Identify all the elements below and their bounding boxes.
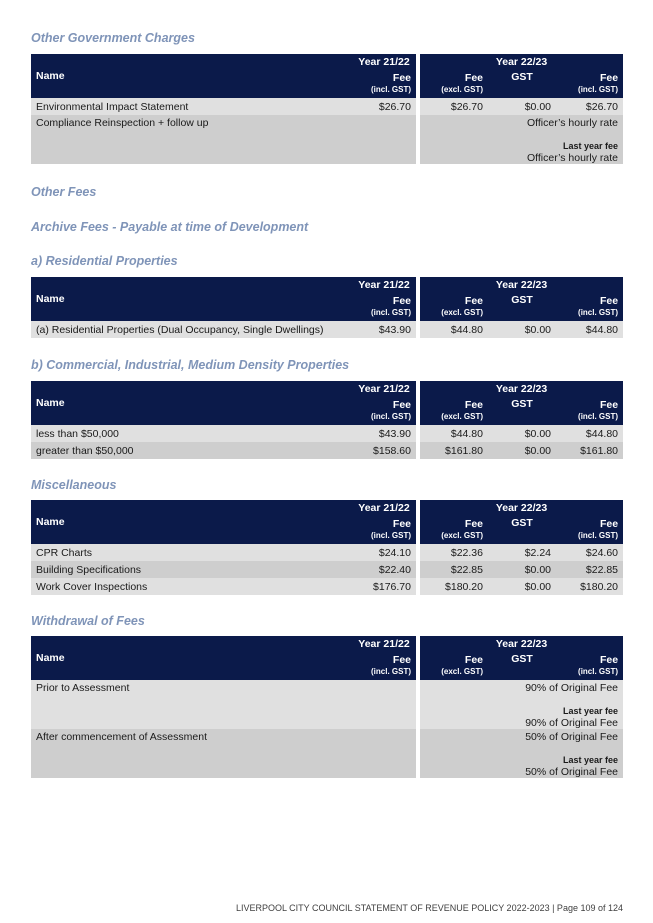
table-row <box>31 544 623 561</box>
column-header-name: Name <box>31 500 352 544</box>
row-fee-incl: $24.60 <box>556 544 623 561</box>
row-name: After commencement of Assessment <box>31 729 352 778</box>
row-fee-incl: $22.85 <box>556 561 623 578</box>
table-row <box>31 442 623 459</box>
row-gst: $0.00 <box>488 321 556 338</box>
section-heading-miscellaneous: Miscellaneous <box>31 478 117 492</box>
column-header-fee-incl-prev: Fee (incl. GST) <box>352 396 420 425</box>
column-header-name: Name <box>31 54 352 98</box>
row-fee-excl: $26.70 <box>420 98 488 115</box>
column-header-fee-excl: Fee (excl. GST) <box>420 396 488 425</box>
section-heading-archive-fees: Archive Fees - Payable at time of Development <box>31 220 309 234</box>
row-fee-incl: $44.80 <box>556 425 623 442</box>
column-header-name: Name <box>31 277 352 321</box>
row-fee-prev: $43.90 <box>352 321 420 338</box>
column-header-year-curr: Year 22/23 <box>420 54 623 69</box>
row-fee-prev: $43.90 <box>352 425 420 442</box>
column-header-year-prev: Year 21/22 <box>352 277 420 292</box>
row-name: Environmental Impact Statement <box>31 98 352 115</box>
column-header-fee-incl-prev: Fee (incl. GST) <box>352 292 420 321</box>
column-header-fee-incl-prev: Fee (incl. GST) <box>352 651 420 680</box>
row-gst: $2.24 <box>488 544 556 561</box>
column-header-name: Name <box>31 381 352 425</box>
row-name: CPR Charts <box>31 544 352 561</box>
row-fee-incl: $161.80 <box>556 442 623 459</box>
row-fee-prev-empty <box>352 115 420 164</box>
row-name: less than $50,000 <box>31 425 352 442</box>
table-row <box>31 561 623 578</box>
column-header-year-prev: Year 21/22 <box>352 500 420 515</box>
row-gst: $0.00 <box>488 578 556 595</box>
column-header-year-curr: Year 22/23 <box>420 381 623 396</box>
row-fee-note: 50% of Original Fee Last year fee 50% of Original Fee <box>420 729 623 778</box>
row-fee-prev: $158.60 <box>352 442 420 459</box>
column-header-year-curr: Year 22/23 <box>420 500 623 515</box>
residential-table <box>31 277 623 338</box>
table-row <box>31 98 623 115</box>
row-gst: $0.00 <box>488 442 556 459</box>
row-name: (a) Residential Properties (Dual Occupancy, Single Dwellings) <box>31 321 352 338</box>
row-fee-excl: $180.20 <box>420 578 488 595</box>
column-header-name: Name <box>31 636 352 680</box>
column-header-fee-excl: Fee (excl. GST) <box>420 69 488 98</box>
column-header-fee-incl-prev: Fee (incl. GST) <box>352 69 420 98</box>
row-fee-excl: $44.80 <box>420 425 488 442</box>
table-row <box>31 425 623 442</box>
column-header-gst: GST <box>488 515 556 544</box>
row-fee-note: Officer’s hourly rate Last year fee Officer’s hourly rate <box>420 115 623 164</box>
column-header-year-prev: Year 21/22 <box>352 381 420 396</box>
row-fee-excl: $161.80 <box>420 442 488 459</box>
column-header-gst: GST <box>488 396 556 425</box>
table-row <box>31 578 623 595</box>
row-fee-note: 90% of Original Fee Last year fee 90% of Original Fee <box>420 680 623 729</box>
section-heading-other-government-charges: Other Government Charges <box>31 31 195 45</box>
row-fee-prev: $26.70 <box>352 98 420 115</box>
column-header-fee-incl: Fee (incl. GST) <box>556 69 623 98</box>
row-gst: $0.00 <box>488 561 556 578</box>
page-footer: LIVERPOOL CITY COUNCIL STATEMENT OF REVENUE POLICY 2022-2023 | Page 109 of 124 <box>236 903 623 913</box>
table-row <box>31 115 623 164</box>
column-header-year-curr: Year 22/23 <box>420 277 623 292</box>
row-fee-excl: $22.85 <box>420 561 488 578</box>
column-header-fee-incl: Fee (incl. GST) <box>556 515 623 544</box>
column-header-gst: GST <box>488 69 556 98</box>
table-row <box>31 680 623 729</box>
column-header-year-prev: Year 21/22 <box>352 54 420 69</box>
row-gst: $0.00 <box>488 425 556 442</box>
row-fee-prev: $24.10 <box>352 544 420 561</box>
column-header-fee-excl: Fee (excl. GST) <box>420 651 488 680</box>
withdrawal-table <box>31 636 623 778</box>
column-header-year-prev: Year 21/22 <box>352 636 420 651</box>
column-header-year-curr: Year 22/23 <box>420 636 623 651</box>
row-fee-prev: $176.70 <box>352 578 420 595</box>
column-header-fee-incl-prev: Fee (incl. GST) <box>352 515 420 544</box>
table-row <box>31 729 623 778</box>
row-name: Work Cover Inspections <box>31 578 352 595</box>
section-heading-commercial: b) Commercial, Industrial, Medium Density Properties <box>31 358 350 372</box>
row-fee-prev: $22.40 <box>352 561 420 578</box>
section-heading-other-fees: Other Fees <box>31 185 97 199</box>
row-gst: $0.00 <box>488 98 556 115</box>
other-government-charges-table <box>31 54 623 164</box>
column-header-fee-excl: Fee (excl. GST) <box>420 292 488 321</box>
column-header-gst: GST <box>488 651 556 680</box>
row-name: Prior to Assessment <box>31 680 352 729</box>
column-header-fee-incl: Fee (incl. GST) <box>556 396 623 425</box>
section-heading-residential: a) Residential Properties <box>31 254 178 268</box>
row-fee-prev-empty <box>352 729 420 778</box>
row-fee-incl: $180.20 <box>556 578 623 595</box>
row-fee-incl: $26.70 <box>556 98 623 115</box>
miscellaneous-table <box>31 500 623 595</box>
commercial-table <box>31 381 623 459</box>
row-name: Building Specifications <box>31 561 352 578</box>
row-fee-excl: $44.80 <box>420 321 488 338</box>
column-header-fee-excl: Fee (excl. GST) <box>420 515 488 544</box>
table-row <box>31 321 623 338</box>
row-name: Compliance Reinspection + follow up <box>31 115 352 164</box>
row-name: greater than $50,000 <box>31 442 352 459</box>
row-fee-prev-empty <box>352 680 420 729</box>
column-header-fee-incl: Fee (incl. GST) <box>556 292 623 321</box>
row-fee-incl: $44.80 <box>556 321 623 338</box>
column-header-fee-incl: Fee (incl. GST) <box>556 651 623 680</box>
row-fee-excl: $22.36 <box>420 544 488 561</box>
section-heading-withdrawal: Withdrawal of Fees <box>31 614 145 628</box>
column-header-gst: GST <box>488 292 556 321</box>
